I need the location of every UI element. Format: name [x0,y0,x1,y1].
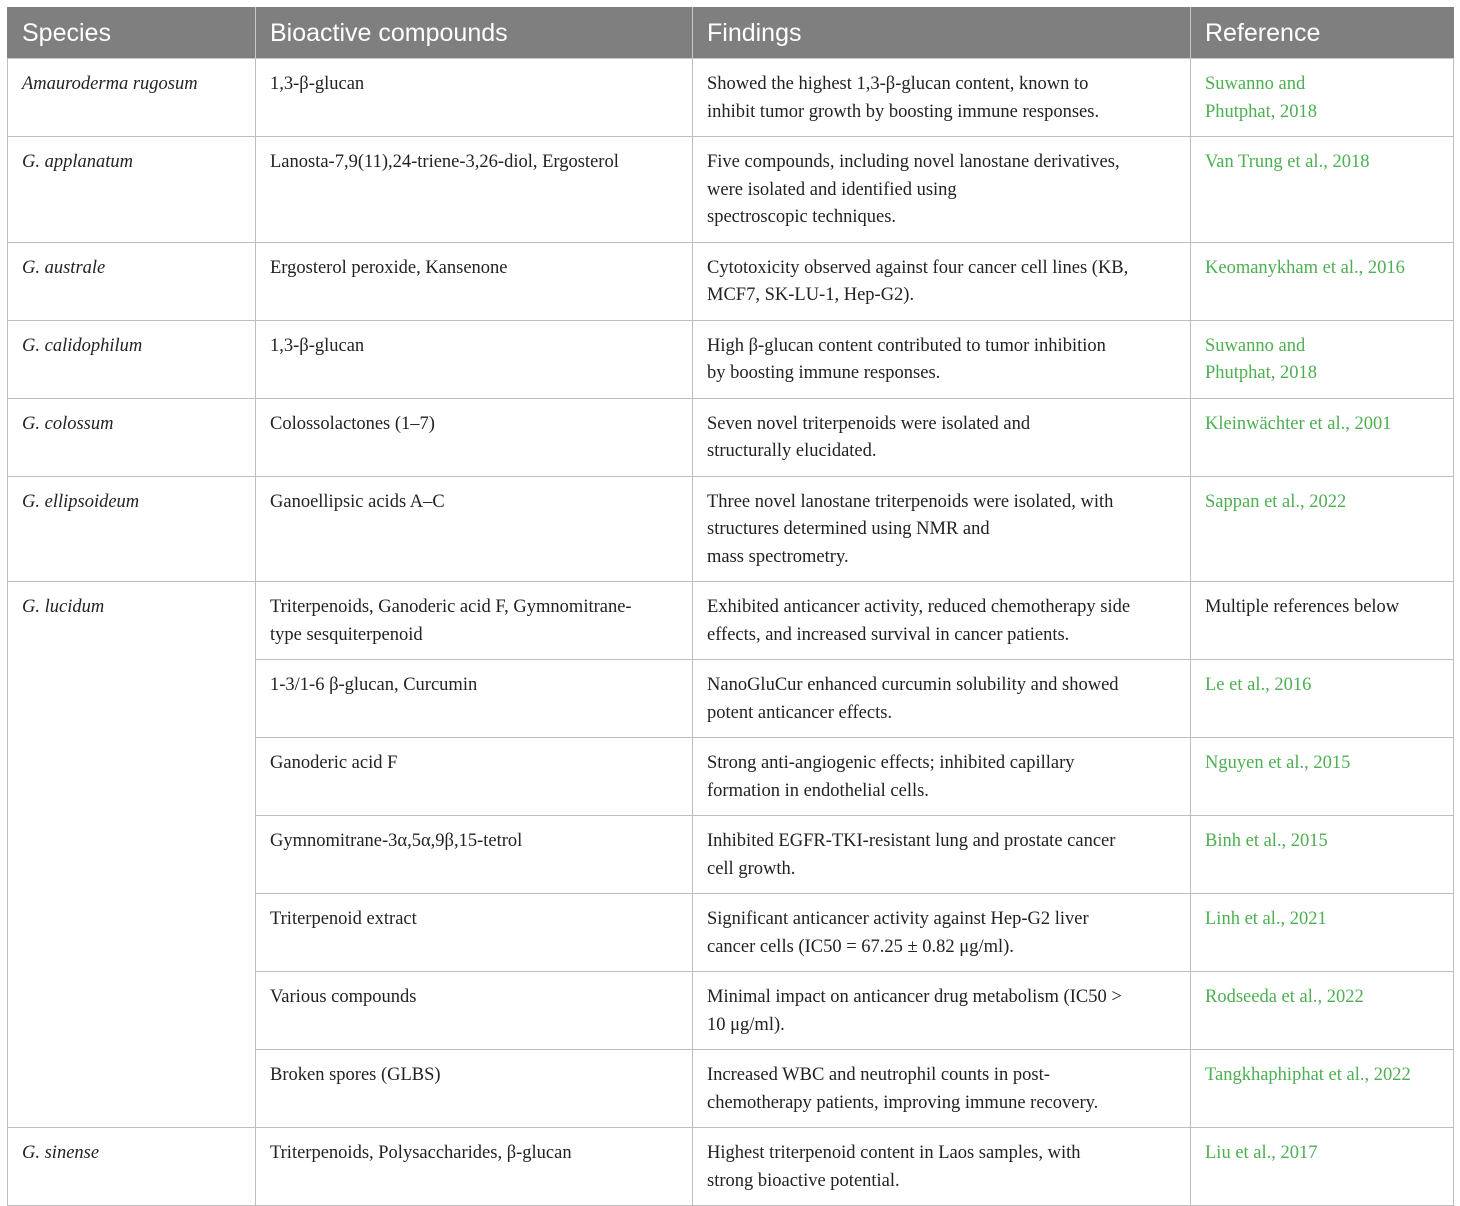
compounds-cell: Various compounds [256,972,693,1050]
findings-cell: Inhibited EGFR-TKI-resistant lung and prostate cancer cell growth. [693,816,1191,894]
findings-cell: Increased WBC and neutrophil counts in post- chemotherapy patients, improving immune recovery. [693,1050,1191,1128]
species-cell: Amauroderma rugosum [8,59,256,137]
findings-cell: NanoGluCur enhanced curcumin solubility and showed potent anticancer effects. [693,660,1191,738]
reference-link[interactable]: Sappan et al., 2022 [1191,476,1454,582]
table-row [8,1128,1454,1206]
species-cell: G. colossum [8,398,256,476]
header-reference: Reference [1191,8,1454,59]
compounds-cell: 1,3-β-glucan [256,59,693,137]
header-bioactive-compounds: Bioactive compounds [256,8,693,59]
table-row [8,398,1454,476]
species-cell: G. australe [8,242,256,320]
compounds-cell: Broken spores (GLBS) [256,1050,693,1128]
compounds-cell: Ganoellipsic acids A–C [256,476,693,582]
compounds-cell: 1,3-β-glucan [256,320,693,398]
reference-link[interactable]: Le et al., 2016 [1191,660,1454,738]
reference-link[interactable]: Tangkhaphiphat et al., 2022 [1191,1050,1454,1128]
table-row [8,320,1454,398]
compounds-cell: Triterpenoids, Polysaccharides, β-glucan [256,1128,693,1206]
reference-link[interactable]: Liu et al., 2017 [1191,1128,1454,1206]
compounds-cell: Triterpenoids, Ganoderic acid F, Gymnomitrane- type sesquiterpenoid [256,582,693,660]
species-cell: G. calidophilum [8,320,256,398]
findings-cell: Highest triterpenoid content in Laos samples, with strong bioactive potential. [693,1128,1191,1206]
compounds-cell: 1-3/1-6 β-glucan, Curcumin [256,660,693,738]
compounds-cell: Lanosta-7,9(11),24-triene-3,26-diol, Ergosterol [256,137,693,243]
species-cell: G. ellipsoideum [8,476,256,582]
data-table [7,7,1454,1206]
reference-link[interactable]: Nguyen et al., 2015 [1191,738,1454,816]
reference-link[interactable]: Keomanykham et al., 2016 [1191,242,1454,320]
table-row [8,476,1454,582]
findings-cell: Cytotoxicity observed against four cancer cell lines (KB, MCF7, SK-LU-1, Hep-G2). [693,242,1191,320]
findings-cell: Five compounds, including novel lanostane derivatives, were isolated and identified using spectroscopic techniques. [693,137,1191,243]
header-species: Species [8,8,256,59]
species-cell: G. sinense [8,1128,256,1206]
findings-cell: Seven novel triterpenoids were isolated and structurally elucidated. [693,398,1191,476]
findings-cell: Strong anti-angiogenic effects; inhibited capillary formation in endothelial cells. [693,738,1191,816]
compounds-cell: Colossolactones (1–7) [256,398,693,476]
reference-link[interactable]: Rodseeda et al., 2022 [1191,972,1454,1050]
compounds-cell: Ganoderic acid F [256,738,693,816]
reference-link[interactable]: Suwanno and Phutphat, 2018 [1191,59,1454,137]
species-cell: G. applanatum [8,137,256,243]
table-row [8,137,1454,243]
reference-link[interactable]: Binh et al., 2015 [1191,816,1454,894]
table-row [8,582,1454,660]
compounds-cell: Ergosterol peroxide, Kansenone [256,242,693,320]
findings-cell: Significant anticancer activity against Hep-G2 liver cancer cells (IC50 = 67.25 ± 0.82 μg/ml). [693,894,1191,972]
reference-cell: Multiple references below [1191,582,1454,660]
reference-link[interactable]: Van Trung et al., 2018 [1191,137,1454,243]
header-findings: Findings [693,8,1191,59]
header-row [8,8,1454,59]
findings-cell: Exhibited anticancer activity, reduced chemotherapy side effects, and increased survival in cancer patients. [693,582,1191,660]
findings-cell: Showed the highest 1,3-β-glucan content, known to inhibit tumor growth by boosting immune responses. [693,59,1191,137]
findings-cell: High β-glucan content contributed to tumor inhibition by boosting immune responses. [693,320,1191,398]
reference-link[interactable]: Linh et al., 2021 [1191,894,1454,972]
findings-cell: Three novel lanostane triterpenoids were isolated, with structures determined using NMR and mass spectrometry. [693,476,1191,582]
compounds-cell: Triterpenoid extract [256,894,693,972]
species-cell: G. lucidum [8,582,256,1128]
table-row [8,242,1454,320]
findings-cell: Minimal impact on anticancer drug metabolism (IC50 > 10 μg/ml). [693,972,1191,1050]
reference-link[interactable]: Suwanno and Phutphat, 2018 [1191,320,1454,398]
compounds-cell: Gymnomitrane-3α,5α,9β,15-tetrol [256,816,693,894]
table-row [8,59,1454,137]
reference-link[interactable]: Kleinwächter et al., 2001 [1191,398,1454,476]
